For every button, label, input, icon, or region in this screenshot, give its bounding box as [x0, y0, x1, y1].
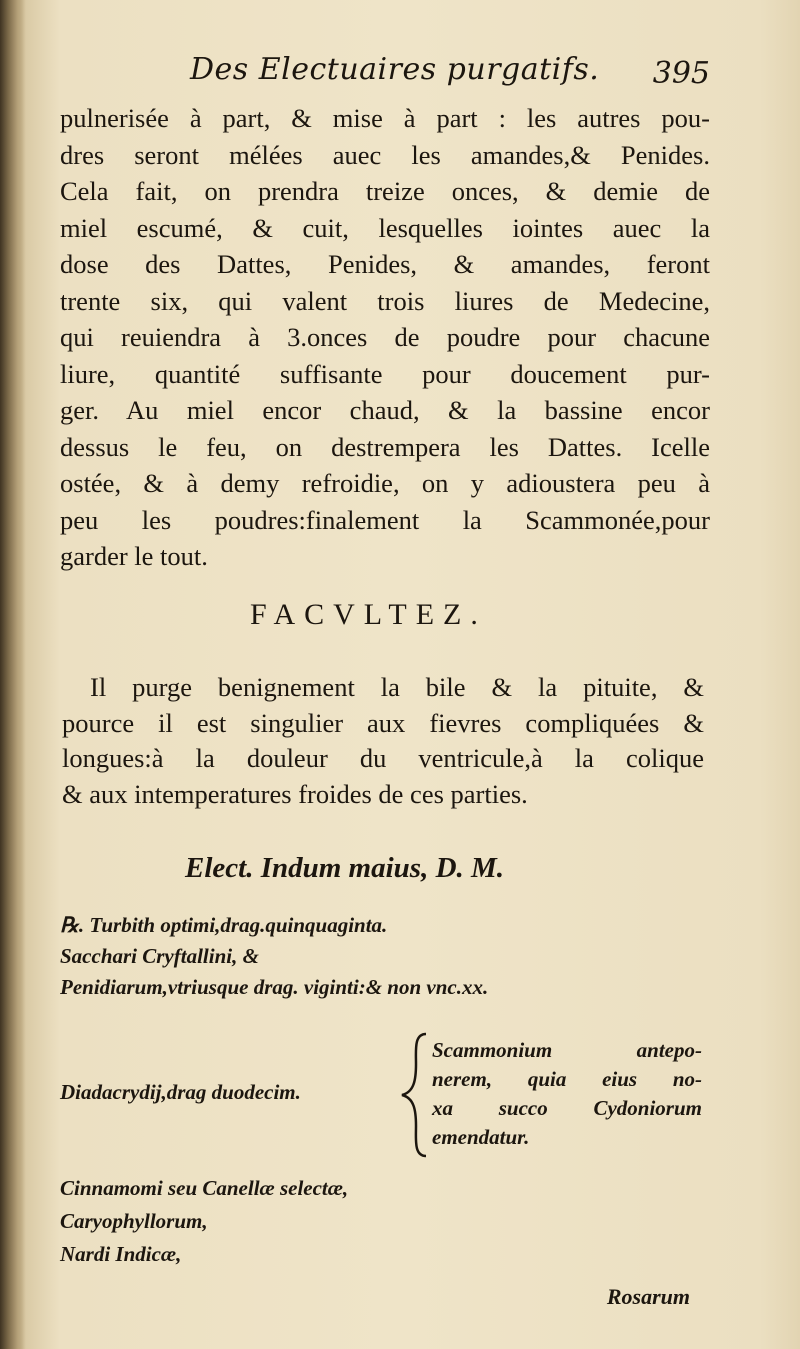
text-line: trente six, qui valent trois liures de Medecine, — [60, 285, 710, 316]
ingredient-line: Cinnamomi seu Canellæ selectæ, — [60, 1176, 349, 1200]
note-line: xa succo Cydoniorum — [432, 1096, 702, 1120]
text-line: & aux intemperatures froides de ces parties. — [62, 778, 528, 809]
page-number: 395 — [652, 56, 710, 91]
virtues-paragraph — [62, 670, 704, 812]
book-spine-shadow — [0, 0, 26, 1349]
curly-brace-icon — [398, 1030, 432, 1160]
recipe-title: Elect. Indum maius, D. M. — [185, 852, 505, 884]
ingredient-line: Penidiarum,vtriusque drag. viginti:& non vnc.xx. — [60, 975, 489, 999]
text-line: dessus le feu, on destrempera les Dattes. Icelle — [60, 431, 710, 462]
ingredient-line: ℞. Turbith optimi,drag.quinquaginta. — [60, 913, 388, 937]
text-line: dose des Dattes, Penides, & amandes, feront — [60, 249, 710, 279]
ingredient-line: Sacchari Cryftallini, & — [60, 944, 259, 968]
bracketed-note-text — [432, 1036, 702, 1152]
note-line: nerem, quia eius no- — [432, 1067, 702, 1091]
ingredient-line: Diadacrydij,drag duodecim. — [60, 1080, 301, 1104]
page-header — [190, 46, 710, 96]
recipe-ingredients — [60, 910, 710, 1003]
recipe-ingredients-continued — [60, 1172, 710, 1271]
body-paragraph — [60, 100, 710, 575]
text-line: garder le tout. — [60, 541, 208, 571]
section-heading: FACVLTEZ. — [250, 598, 487, 631]
text-line: liure, quantité suffisante pour doucement pur- — [60, 358, 710, 389]
text-line: miel escumé, & cuit, lesquelles iointes auec la — [60, 212, 710, 243]
note-line: emendatur. — [432, 1125, 530, 1149]
text-line: peu les poudres:finalement la Scammonée,pour — [60, 504, 710, 535]
text-line: ostée, & à demy refroidie, on y adioustera peu à — [60, 468, 710, 498]
running-title: Des Electuaires purgatifs. — [190, 52, 600, 87]
text-line: pource il est singulier aux fievres compliquées & — [62, 707, 704, 738]
ingredient-line: Caryophyllorum, — [60, 1209, 208, 1233]
text-line: ger. Au miel encor chaud, & la bassine encor — [60, 395, 710, 425]
note-line: Scammonium antepo- — [432, 1038, 702, 1062]
text-line: qui reuiendra à 3.onces de poudre pour chacune — [60, 322, 710, 352]
text-line: Il purge benignement la bile & la pituite, & — [90, 672, 704, 702]
bracketed-note — [60, 1030, 710, 1160]
text-line: longues:à la douleur du ventricule,à la colique — [62, 743, 704, 773]
ingredient-line: Nardi Indicæ, — [60, 1242, 182, 1266]
text-line: dres seront mélées auec les amandes,& Penides. — [60, 139, 710, 170]
text-line: Cela fait, on prendra treize onces, & demie de — [60, 176, 710, 206]
text-line: pulnerisée à part, & mise à part : les autres pou- — [60, 103, 710, 133]
catchword: Rosarum — [606, 1284, 690, 1309]
